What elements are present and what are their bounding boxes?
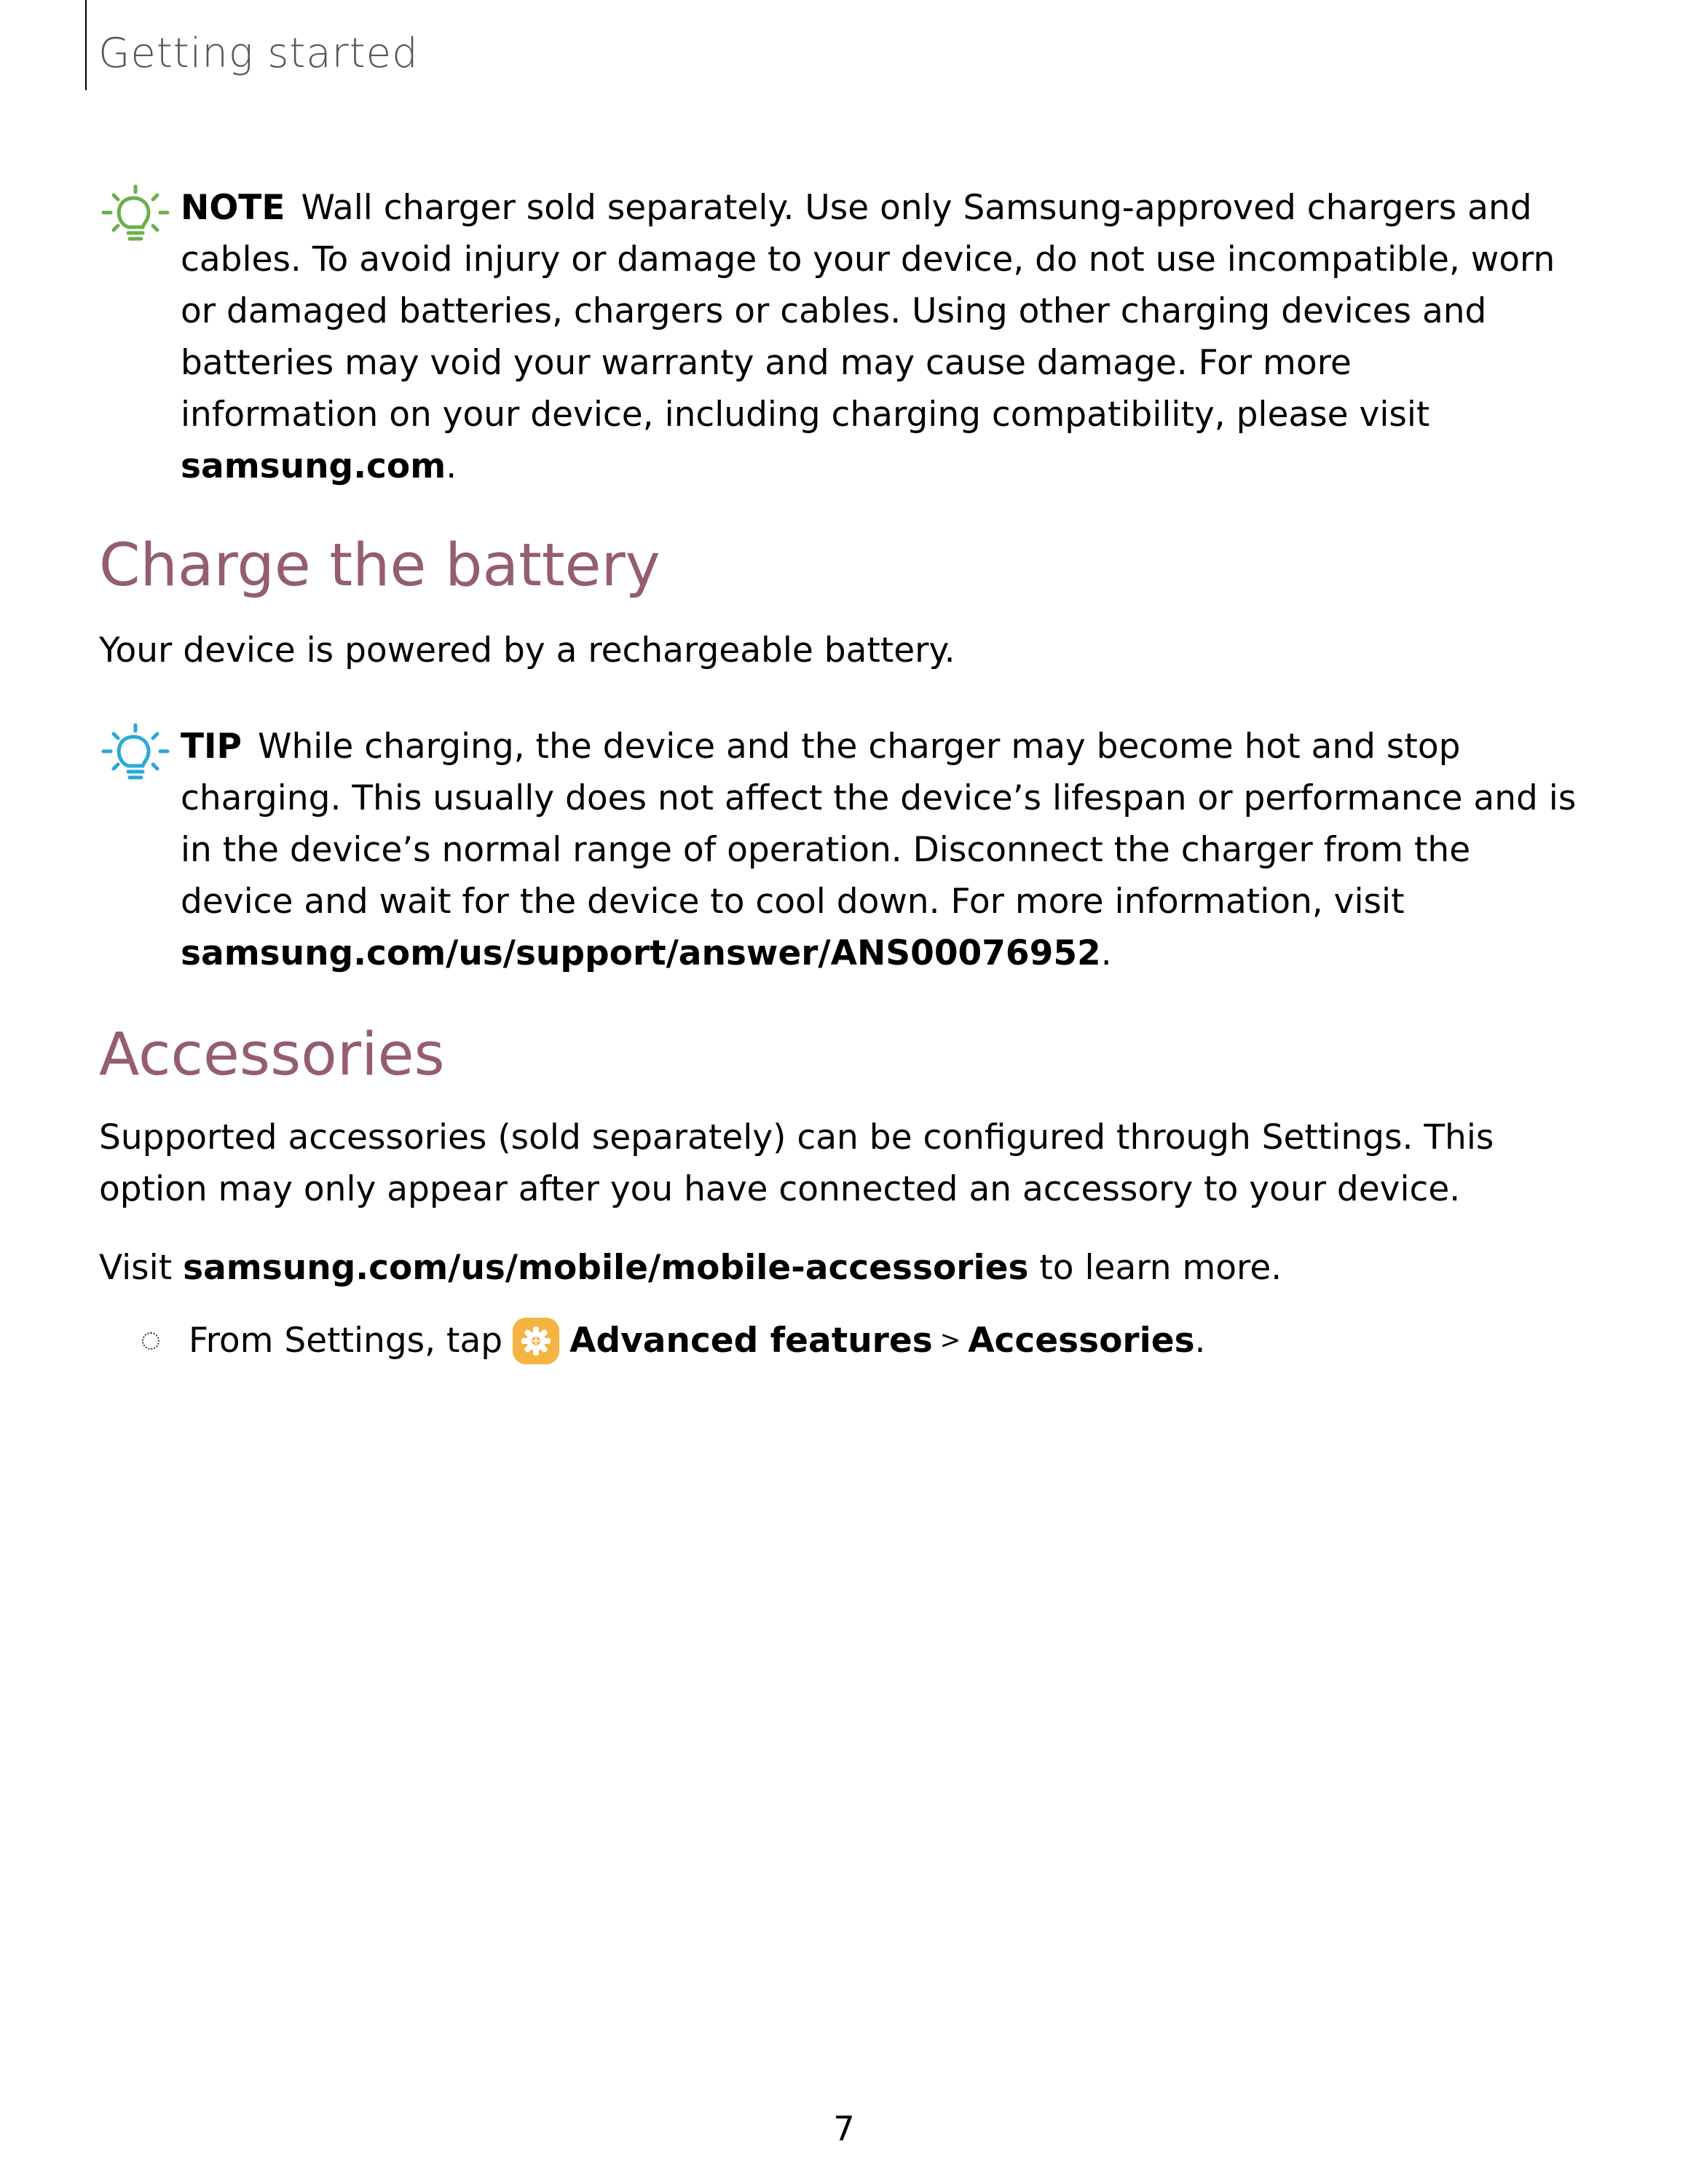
lightbulb-icon bbox=[99, 182, 172, 255]
tip-line: in the device’s normal range of operation. Disconnect the charger from the bbox=[181, 830, 1471, 870]
mobile-accessories-link[interactable]: samsung.com/us/mobile/mobile-accessories bbox=[183, 1248, 1029, 1288]
advanced-features-item: Advanced features bbox=[569, 1321, 933, 1361]
header-divider bbox=[85, 0, 87, 90]
tip-line: device and wait for the device to cool down. For more information, visit bbox=[181, 882, 1405, 922]
accessories-body bbox=[99, 1112, 1494, 1215]
tip-label: TIP bbox=[181, 727, 242, 767]
note-text bbox=[181, 182, 1585, 492]
accessories-item: Accessories bbox=[968, 1321, 1195, 1361]
step-prefix: From Settings, tap bbox=[189, 1321, 503, 1361]
accessories-visit bbox=[99, 1242, 1282, 1294]
accessories-heading: Accessories bbox=[99, 1021, 445, 1089]
support-answer-link[interactable]: samsung.com/us/support/answer/ANS00076952 bbox=[181, 933, 1101, 973]
note-line: or damaged batteries, chargers or cables. Using other charging devices and bbox=[181, 291, 1487, 331]
note-line: NOTE Wall charger sold separately. Use only Samsung-approved chargers and bbox=[181, 188, 1532, 228]
lightbulb-icon bbox=[99, 721, 172, 794]
note-link-suffix: . bbox=[446, 446, 457, 486]
page-number: 7 bbox=[833, 2109, 855, 2148]
settings-gear-icon bbox=[511, 1316, 561, 1366]
accessories-step bbox=[142, 1315, 1206, 1366]
note-line: information on your device, including charging compatibility, please visit bbox=[181, 395, 1430, 435]
note-callout bbox=[99, 182, 1585, 492]
note-line: cables. To avoid injury or damage to your device, do not use incompatible, worn bbox=[181, 240, 1555, 280]
charge-battery-body: Your device is powered by a rechargeable battery. bbox=[99, 630, 955, 670]
tip-link-suffix: . bbox=[1100, 933, 1112, 973]
visit-suffix: to learn more. bbox=[1028, 1248, 1282, 1288]
tip-text bbox=[181, 721, 1585, 979]
tip-line: charging. This usually does not affect the device’s lifespan or performance and is bbox=[181, 778, 1577, 818]
samsung-link[interactable]: samsung.com bbox=[181, 446, 446, 486]
visit-prefix: Visit bbox=[99, 1248, 184, 1288]
accessories-body-line: Supported accessories (sold separately) can be configured through Settings. This bbox=[99, 1117, 1494, 1158]
step-suffix: . bbox=[1194, 1321, 1206, 1361]
accessories-body-line: option may only appear after you have connected an accessory to your device. bbox=[99, 1169, 1461, 1209]
note-line: batteries may void your warranty and may cause damage. For more bbox=[181, 343, 1352, 383]
note-label: NOTE bbox=[181, 188, 285, 228]
tip-callout bbox=[99, 721, 1585, 979]
bullet-icon bbox=[142, 1332, 159, 1350]
path-separator: > bbox=[939, 1326, 961, 1355]
page-header-title: Getting started bbox=[98, 30, 419, 77]
tip-line: TIP While charging, the device and the charger may become hot and stop bbox=[181, 727, 1461, 767]
charge-battery-heading: Charge the battery bbox=[99, 531, 660, 600]
